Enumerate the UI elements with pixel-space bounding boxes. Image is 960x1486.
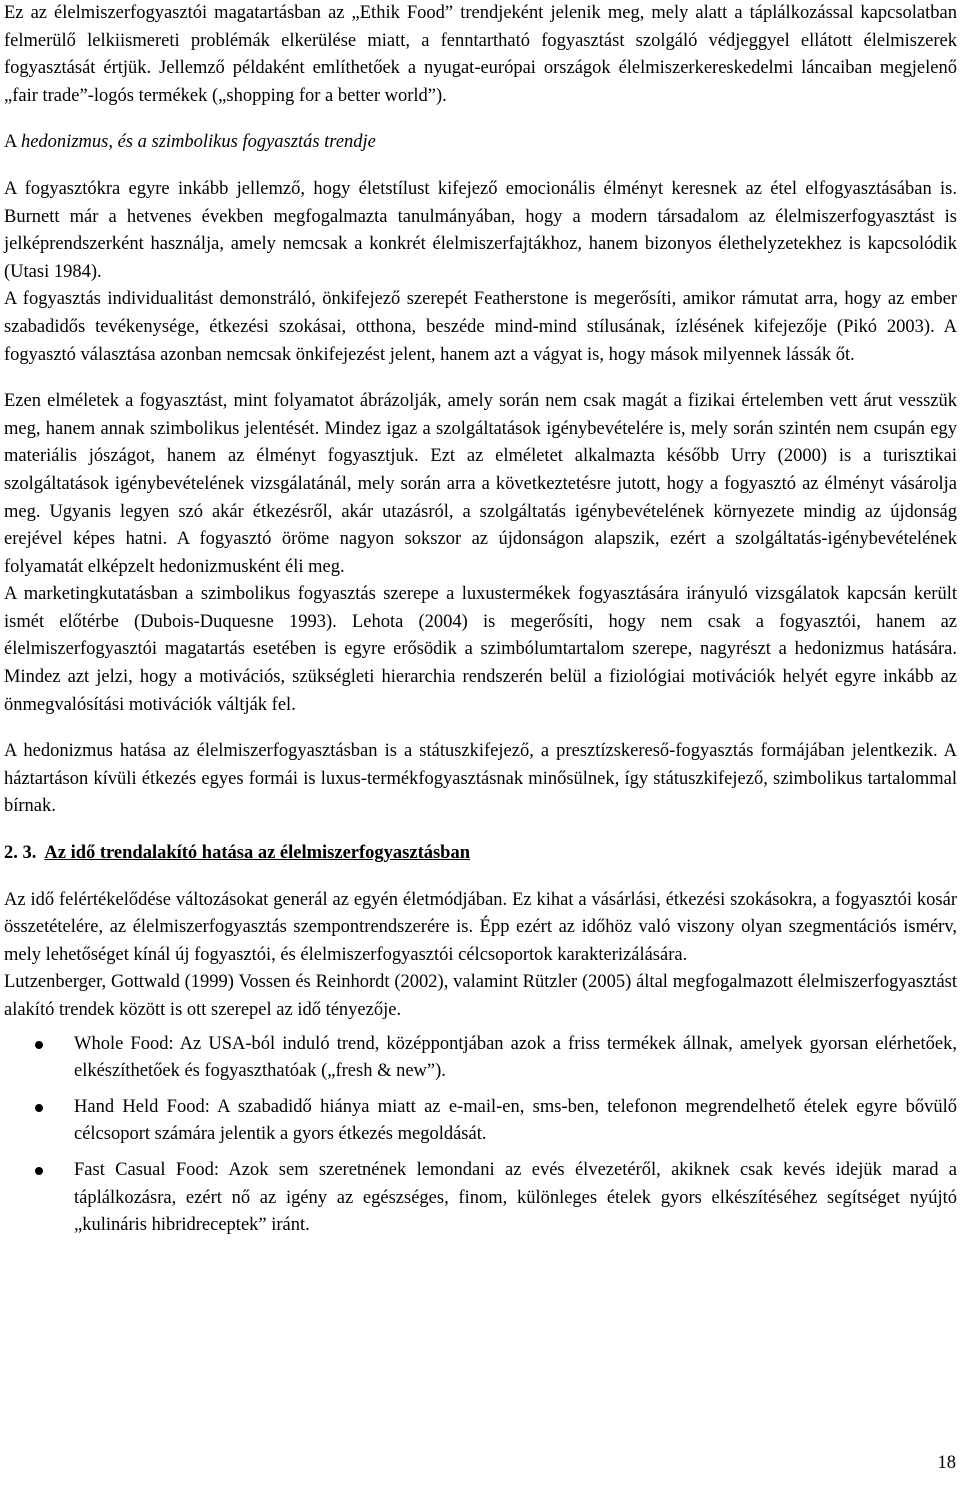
list-item-text: Fast Casual Food: Azok sem szeretnének lemondani az evés élvezetéről, akiknek csak kevés idejük marad a táplálkozásra, ezért nő az igény az egészséges, finom, különleges ételek gyors elkészítéséhez segítséget nyújtó „kulináris hibridreceptek” iránt. [74,1159,957,1236]
list-item [4,1094,957,1149]
paragraph-trend-authors: Lutzenberger, Gottwald (1999) Vossen és Reinhordt (2002), valamint Rützler (2005) által megfogalmazott élelmiszerfogyasztást alakító trendek között is ott szerepel az idő tényezője. [4,972,957,1020]
subheading-prefix: A [4,132,21,153]
paragraph-individuality: A fogyasztás individualitást demonstráló, önkifejező szerepét Featherstone is megerősíti, amikor rámutat arra, hogy az ember szabadidős tevékenysége, étkezési szokásai, otthona, beszéde mind-mind stílusának, ízlésének kifejezője (Pikó 2003). A fogyasztó választása azonban nemcsak önkifejezést jelent, hanem azt a vágyat is, hogy mások milyennek lássák őt. [4,289,957,365]
subheading-text: hedonizmus, és a szimbolikus fogyasztás trendje [20,132,376,153]
list-item [4,1031,957,1086]
paragraph-hedonism-effect: A hedonizmus hatása az élelmiszerfogyasztásban is a státuszkifejező, a presztízskereső-fogyasztás formájában jelentkezik. A háztartáson kívüli étkezés egyes formái is luxus-termékfogyasztásnak minősülnek, így státuszkifejező, szimbolikus tartalommal bírnak. [4,741,957,817]
trend-bullet-list [4,1031,957,1240]
paragraph-consumption-process: Ezen elméletek a fogyasztást, mint folyamatot ábrázolják, amely során nem csak magát a fizikai értelemben vett árut vesszük meg, hanem annak szimbolikus jelentését. Mindez igaz a szolgáltatások igénybevételére is, mely során szintén nem csupán egy materiális jószágot, hanem az élményt fogyasztjuk. Ezt az elméletet alkalmazta később Urry (2000) is a turisztikai szolgáltatások igénybevételének vizsgálatánál, mely során arra a következtetésre jutott, hogy a fogyasztó az élményt vásárolja meg. Ugyanis legyen szó akár étkezésről, akár utazásról, a szolgáltatás igénybevételének környezete mindig az újdonság erejével képes hatni. A fogyasztó öröme nagyon sokszor az újdonságon alapszik, ezért a szolgáltatás-igénybevételének folyamatát elképzelt hedonizmusként éli meg. [4,391,957,577]
section-number: 2. 3. [4,843,37,864]
subheading-hedonism-trend [4,129,957,157]
section-title: Az idő trendalakító hatása az élelmiszerfogyasztásban [44,843,471,864]
list-item-text: Whole Food: Az USA-ból induló trend, középpontjában azok a friss termékek állnak, amelyek gyorsan elérhetőek, elkészíthetőek és fogyaszthatóak („fresh & new”). [74,1033,957,1082]
list-item-text: Hand Held Food: A szabadidő hiánya miatt az e-mail-en, sms-ben, telefonon megrendelhető ételek egyre bővülő célcsoport számára jelentik a gyors étkezés megoldását. [74,1096,957,1145]
bullet-icon [35,1167,43,1175]
bullet-icon [35,1041,43,1049]
list-item [4,1157,957,1240]
paragraph-time-value: Az idő felértékelődése változásokat generál az egyén életmódjában. Ez kihat a vásárlási, étkezési szokásokra, a fogyasztói kosár összetételére, az élelmiszerfogyasztás szempontrendszerére is. Épp ezért az időhöz való viszony olyan szegmentációs ismérv, mely lehetőséget kínál új fogyasztói, és élelmiszerfogyasztói célcsoportok karakterizálására. [4,889,957,965]
paragraph-emotional-experience: A fogyasztókra egyre inkább jellemző, hogy életstílust kifejező emocionális élményt keresnek az étel elfogyasztásában is. Burnett már a hetvenes években megfogalmazta tanulmányában, hogy a modern társadalom az élelmiszerfogyasztást is jelképrendszerként használja, amely nemcsak a konkrét élelmiszerfajtákhoz, hanem bizonyos élethelyzetekhez is kapcsolódik (Utasi 1984). [4,178,957,282]
bullet-icon [35,1104,43,1112]
document-page [4,0,957,1248]
page-number: 18 [937,1453,956,1473]
paragraph-ethik-food: Ez az élelmiszerfogyasztói magatartásban az „Ethik Food” trendjeként jelenik meg, mely alatt a táplálkozással kapcsolatban felmerülő lelkiismereti problémák elkerülése miatt, a fenntartható fogyasztást szolgáló védjeggyel ellátott élelmiszerek fogyasztását értjük. Jellemző példaként említhetőek a nyugat-európai országok élelmiszerkereskedelmi láncaiban megjelenő „fair trade”-logós termékek („shopping for a better world”). [4,3,957,106]
paragraph-marketing-research: A marketingkutatásban a szimbolikus fogyasztás szerepe a luxustermékek fogyasztására irányuló vizsgálatok kapcsán került ismét előtérbe (Dubois-Duquesne 1993). Lehota (2004) is megerősíti, hogy nem csak a fogyasztói, hanem az élelmiszerfogyasztói magatartás esetében is egyre erősödik a szimbólumtartalom szerepe, nagyrészt a hedonizmus hatására. Mindez azt jelzi, hogy a motivációs, szükségleti hierarchia rendszerén belül a fiziológiai motivációk helyét egyre inkább az önmegvalósítási motivációk váltják fel. [4,584,957,715]
section-heading [4,840,957,868]
